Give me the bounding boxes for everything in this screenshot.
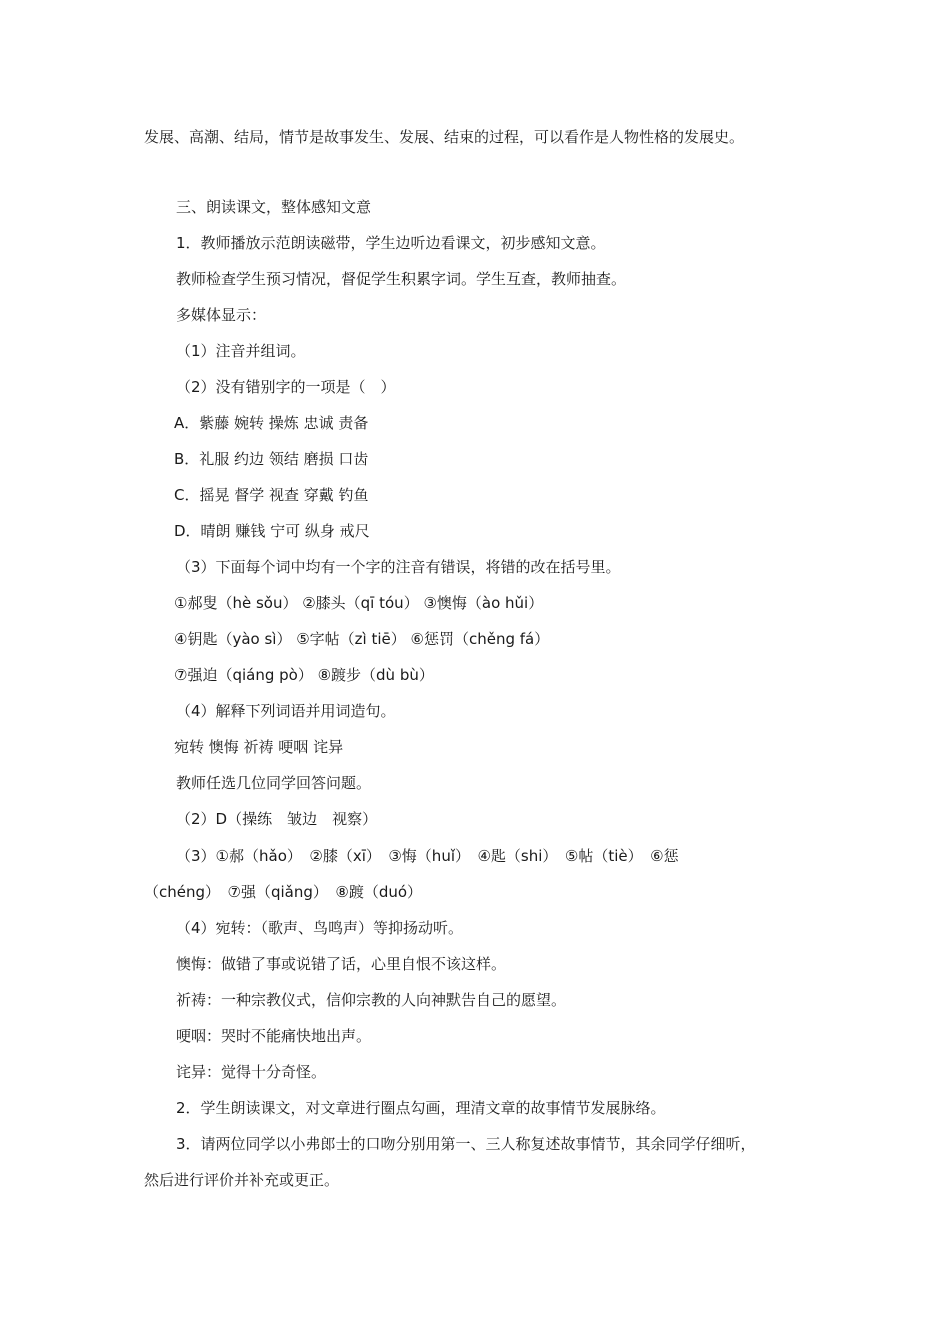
paragraph-line: 教师检查学生预习情况，督促学生积累字词。学生互查，教师抽查。 <box>176 270 627 288</box>
definition-line: 诧异：觉得十分奇怪。 <box>176 1063 327 1081</box>
definition-line: 祈祷：一种宗教仪式，信仰宗教的人向神默告自己的愿望。 <box>176 991 567 1009</box>
paragraph-line: 3．请两位同学以小弗郎士的口吻分别用第一、三人称复述故事情节，其余同学仔细听， <box>176 1135 756 1153</box>
paragraph-line: （1）注音并组词。 <box>176 342 306 360</box>
paragraph-line: 教师任选几位同学回答问题。 <box>176 774 372 792</box>
answer-line: （2）D（操练 皱边 视察） <box>176 810 378 828</box>
paragraph-line: （3）下面每个词中均有一个字的注音有错误，将错的改在括号里。 <box>176 558 621 576</box>
definition-line: 懊悔：做错了事或说错了话，心里自恨不该这样。 <box>176 955 507 973</box>
paragraph-line: （2）没有错别字的一项是（ ） <box>176 378 396 396</box>
option-line: A．紫藤 婉转 操炼 忠诚 责备 <box>174 414 369 432</box>
paragraph-line: 多媒体显示： <box>176 306 267 324</box>
paragraph-line: 1．教师播放示范朗读磁带，学生边听边看课文，初步感知文意。 <box>176 234 606 252</box>
definition-line: 哽咽：哭时不能痛快地出声。 <box>176 1027 372 1045</box>
answer-line: （chéng） ⑦强（qiǎng） ⑧踱（duó） <box>144 883 423 901</box>
paragraph-line: 发展、高潮、结局，情节是故事发生、发展、结束的过程，可以看作是人物性格的发展史。 <box>144 128 745 146</box>
option-line: D．晴朗 赚钱 宁可 纵身 戒尺 <box>174 522 370 540</box>
paragraph-line: （4）解释下列词语并用词造句。 <box>176 702 396 720</box>
option-line: C．摇晃 督学 视查 穿戴 钓鱼 <box>174 486 369 504</box>
option-line: B．礼服 约边 领结 磨损 口齿 <box>174 450 369 468</box>
answer-line: （3）①郝（hǎo） ②膝（xī） ③悔（huǐ） ④匙（shi） ⑤帖（tiè） ⑥惩 <box>176 847 679 865</box>
section-heading: 三、朗读课文，整体感知文意 <box>176 198 372 216</box>
answer-line: （4）宛转：（歌声、鸟鸣声）等抑扬动听。 <box>176 919 464 937</box>
paragraph-line: 然后进行评价并补充或更正。 <box>144 1171 340 1189</box>
pinyin-line: ①郝叟（hè sǒu） ②膝头（qī tóu） ③懊悔（ào hǔi） <box>174 594 544 612</box>
pinyin-line: ④钥匙（yào sì） ⑤字帖（zì tiē） ⑥惩罚（chěng fá） <box>174 630 550 648</box>
pinyin-line: ⑦强迫（qiáng pò） ⑧踱步（dù bù） <box>174 666 434 684</box>
word-list: 宛转 懊悔 祈祷 哽咽 诧异 <box>174 738 344 756</box>
paragraph-line: 2．学生朗读课文，对文章进行圈点勾画，理清文章的故事情节发展脉络。 <box>176 1099 666 1117</box>
